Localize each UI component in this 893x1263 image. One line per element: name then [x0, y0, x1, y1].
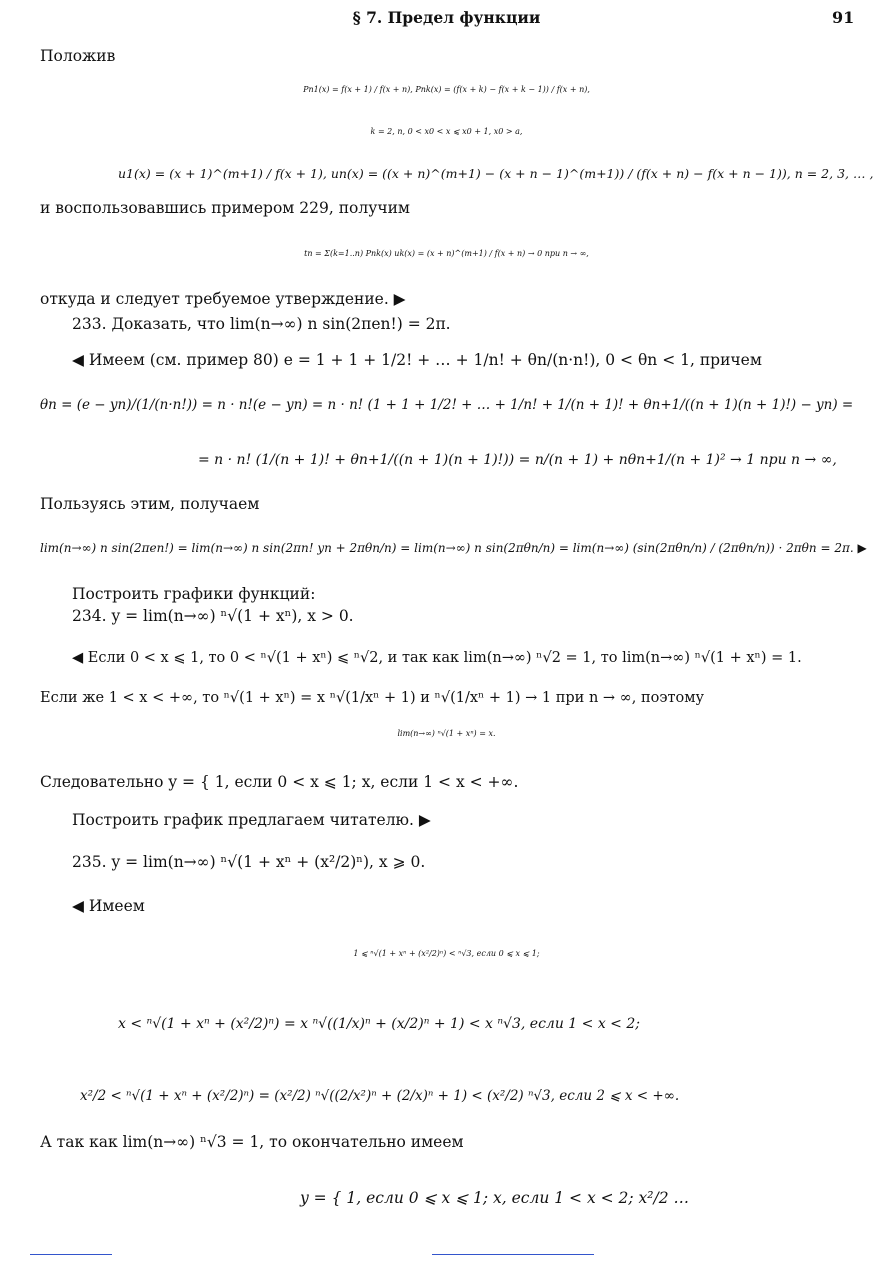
- text-line: и воспользовавшись примером 229, получим: [40, 199, 410, 217]
- formula-line: Pn1(x) = f(x + 1) / f(x + n), Pnk(x) = (f(x + k) − f(x + k − 1)) / f(x + n),: [303, 85, 590, 94]
- text-line: Положив: [40, 47, 116, 65]
- text-line: Следовательно y = { 1, если 0 < x ⩽ 1; x, если 1 < x < +∞.: [40, 773, 519, 791]
- formula-line: = n · n! (1/(n + 1)! + θn+1/((n + 1)(n + 1)!)) = n/(n + 1) + nθn+1/(n + 1)² → 1 при n → ∞,: [198, 452, 837, 468]
- formula-line: k = 2, n, 0 < x0 < x ⩽ x0 + 1, x0 > a,: [370, 127, 523, 136]
- text-line: Если же 1 < x < +∞, то ⁿ√(1 + xⁿ) = x ⁿ√(1/xⁿ + 1) и ⁿ√(1/xⁿ + 1) → 1 при n → ∞, поэтому: [40, 690, 705, 706]
- footer-link-underline: [30, 1254, 112, 1255]
- footer-link-underline: [432, 1254, 594, 1255]
- problem-234: 234. y = lim(n→∞) ⁿ√(1 + xⁿ), x > 0.: [72, 607, 354, 625]
- page-number: 91: [832, 8, 855, 27]
- text-line: откуда и следует требуемое утверждение. ▶: [40, 290, 406, 308]
- formula-line: lim(n→∞) n sin(2πen!) = lim(n→∞) n sin(2πn! yn + 2πθn/n) = lim(n→∞) n sin(2πθn/n) = lim(n→∞) (sin(2πθn/n) / (2πθn/n)) · 2πθn = 2π. ▶: [40, 541, 867, 555]
- text-line: ◀ Имеем: [72, 897, 145, 915]
- problem-233: 233. Доказать, что lim(n→∞) n sin(2πen!) = 2π.: [72, 315, 451, 333]
- formula-line: lim(n→∞) ⁿ√(1 + xⁿ) = x.: [397, 729, 496, 738]
- problem-235: 235. y = lim(n→∞) ⁿ√(1 + xⁿ + (x²/2)ⁿ), x ⩾ 0.: [72, 853, 426, 871]
- formula-line: x²/2 < ⁿ√(1 + xⁿ + (x²/2)ⁿ) = (x²/2) ⁿ√((2/x²)ⁿ + (2/x)ⁿ + 1) < (x²/2) ⁿ√3, если 2 ⩽ x < +∞.: [80, 1088, 680, 1104]
- text-line: Построить график предлагаем читателю. ▶: [72, 811, 431, 829]
- formula-line: tn = Σ(k=1..n) Pnk(x) uk(x) = (x + n)^(m+1) / f(x + n) → 0 при n → ∞,: [304, 249, 589, 258]
- text-line: Пользуясь этим, получаем: [40, 495, 260, 513]
- running-header: § 7. Предел функции: [352, 8, 541, 27]
- formula-line: 1 ⩽ ⁿ√(1 + xⁿ + (x²/2)ⁿ) < ⁿ√3, если 0 ⩽ x ⩽ 1;: [353, 949, 540, 958]
- formula-line: x < ⁿ√(1 + xⁿ + (x²/2)ⁿ) = x ⁿ√((1/x)ⁿ + (x/2)ⁿ + 1) < x ⁿ√3, если 1 < x < 2;: [118, 1016, 640, 1032]
- formula-line: y = { 1, если 0 ⩽ x ⩽ 1; x, если 1 < x < 2; x²/2 …: [300, 1189, 690, 1207]
- formula-line: u1(x) = (x + 1)^(m+1) / f(x + 1), un(x) = ((x + n)^(m+1) − (x + n − 1)^(m+1)) / (f(x + n) − f(x + n − 1)), n = 2, 3, … ,: [118, 166, 874, 181]
- text-line: Построить графики функций:: [72, 585, 316, 603]
- text-line: ◀ Если 0 < x ⩽ 1, то 0 < ⁿ√(1 + xⁿ) ⩽ ⁿ√2, и так как lim(n→∞) ⁿ√2 = 1, то lim(n→∞) ⁿ√(1 + xⁿ) = 1.: [72, 650, 802, 666]
- text-line: А так как lim(n→∞) ⁿ√3 = 1, то окончательно имеем: [40, 1133, 464, 1151]
- text-line: ◀ Имеем (см. пример 80) e = 1 + 1 + 1/2! + … + 1/n! + θn/(n·n!), 0 < θn < 1, причем: [72, 351, 762, 369]
- formula-line: θn = (e − yn)/(1/(n·n!)) = n · n!(e − yn) = n · n! (1 + 1 + 1/2! + … + 1/n! + 1/(n + 1)! + θn+1/((n + 1)(n + 1)!) − yn) =: [40, 397, 854, 413]
